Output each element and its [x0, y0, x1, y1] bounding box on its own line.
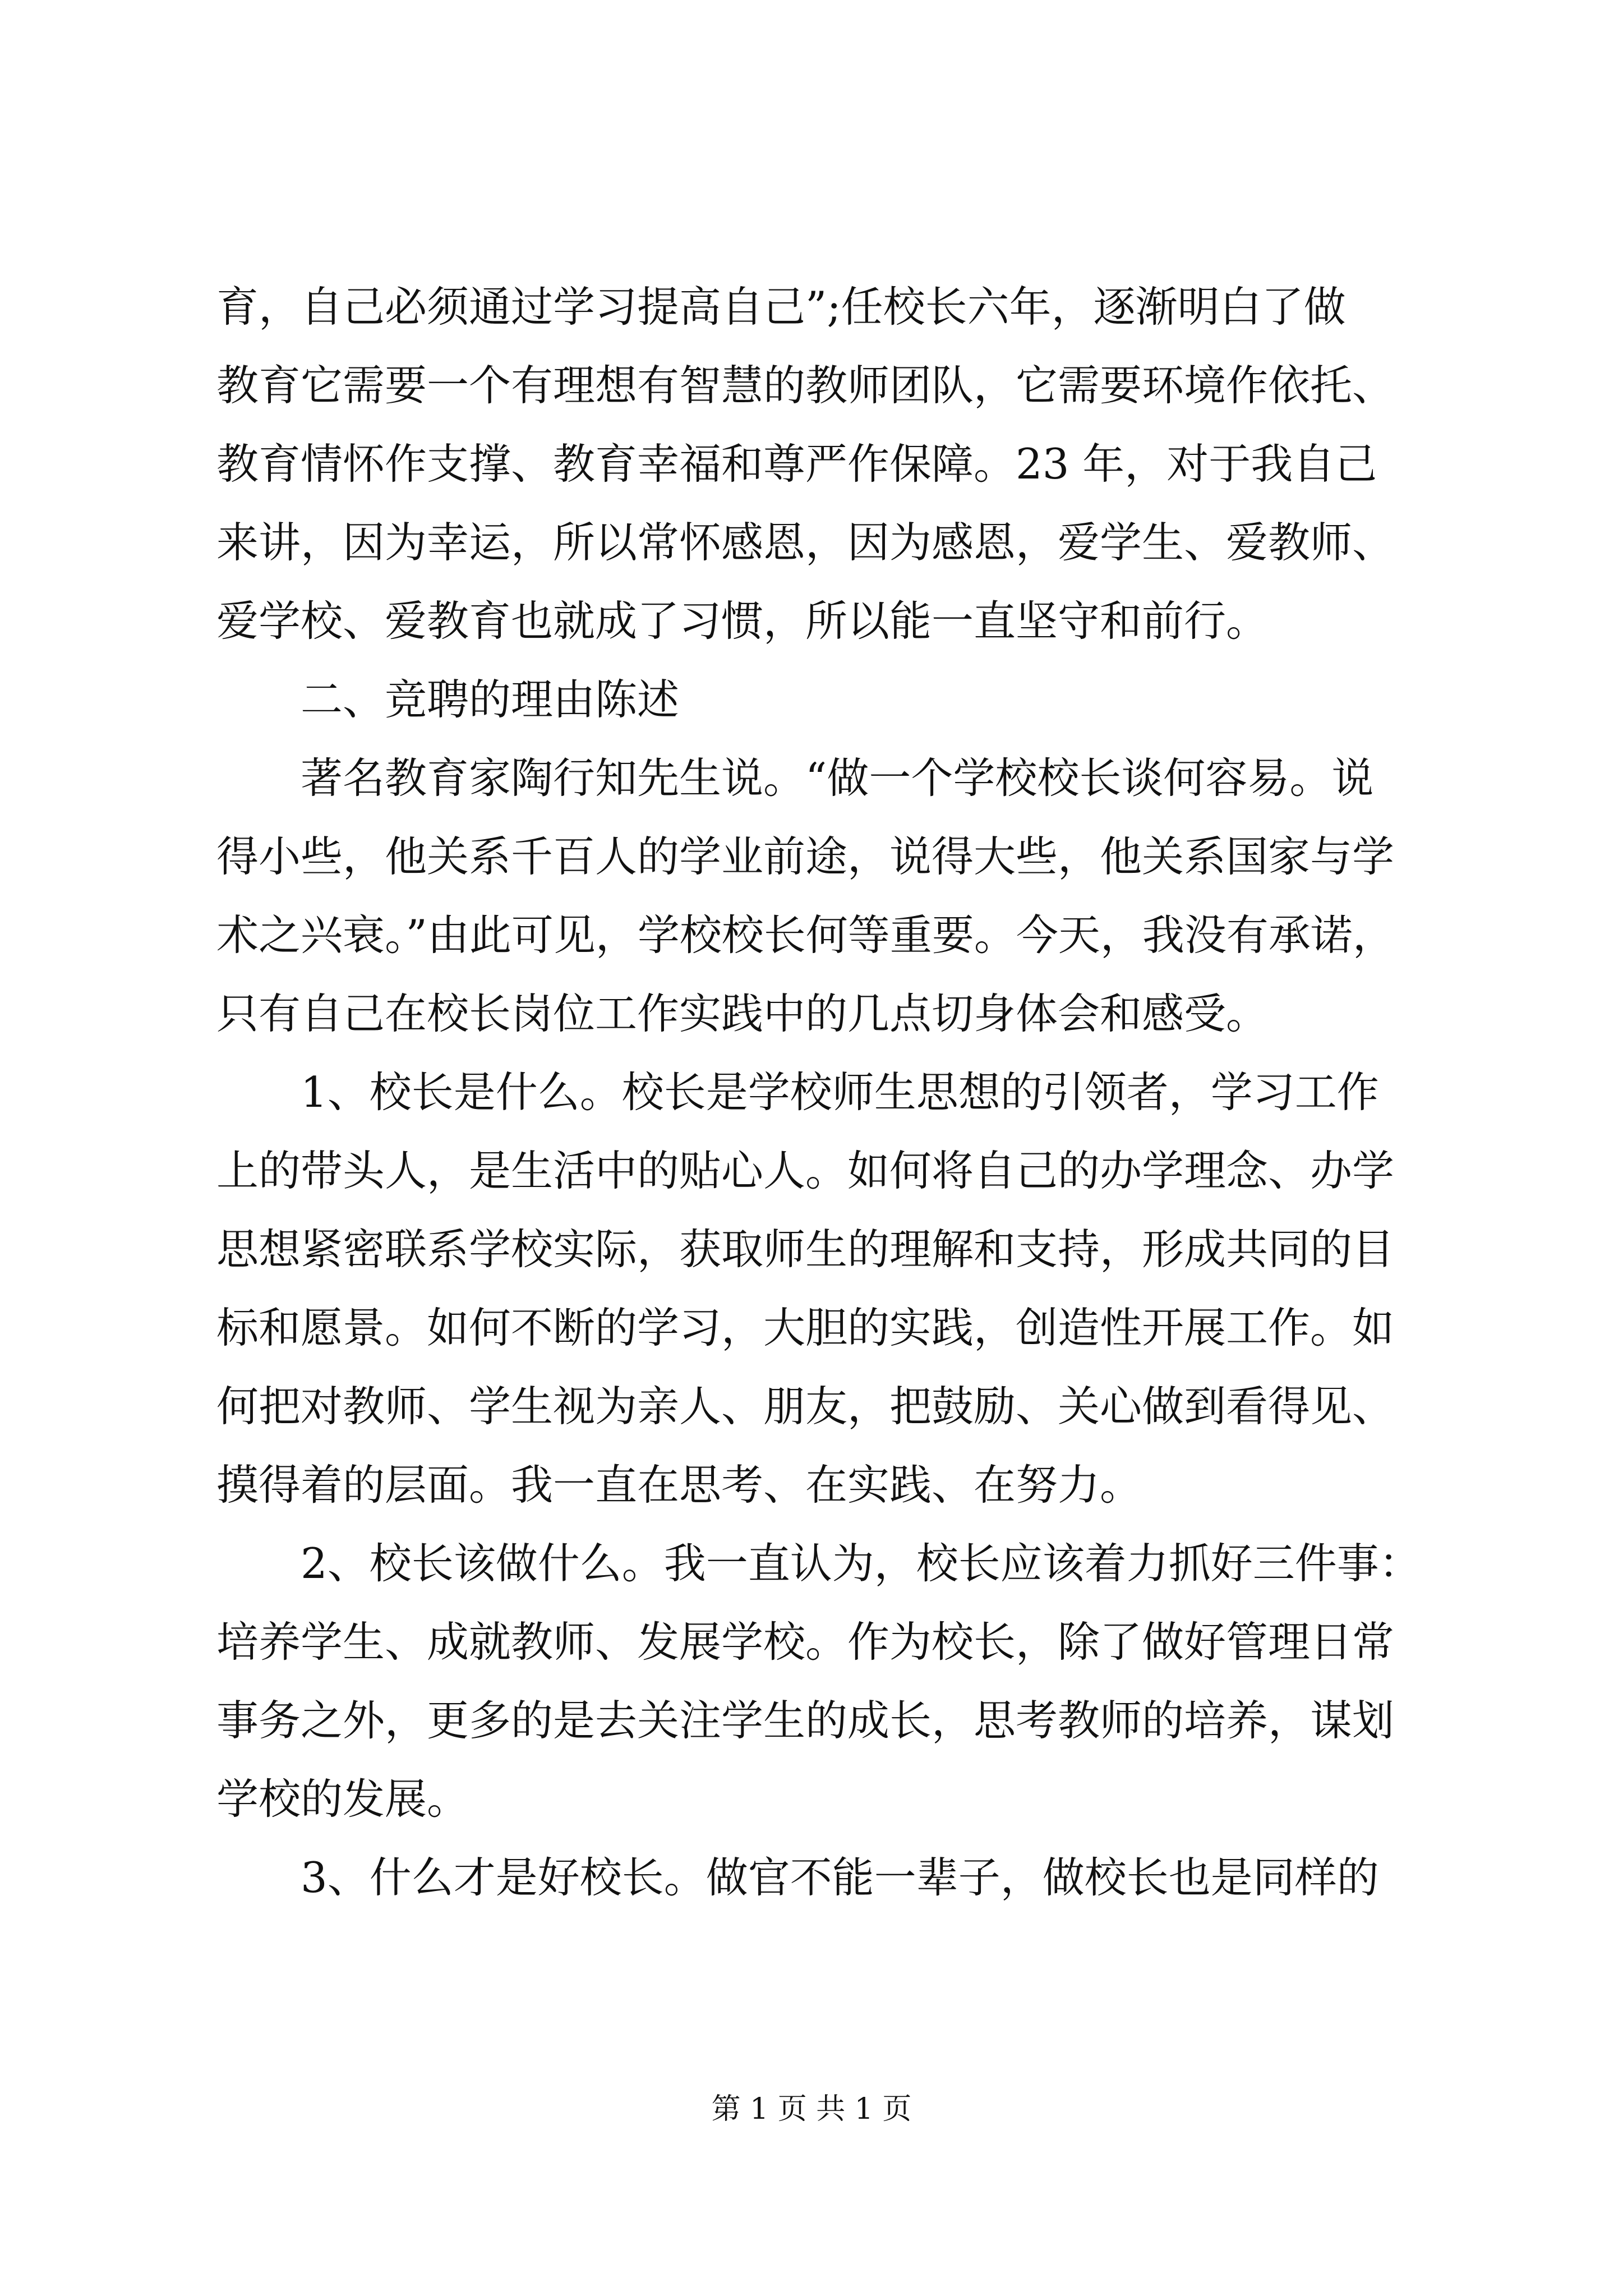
text-line: 学校的发展。	[216, 1774, 469, 1824]
text-line: 3、什么才是好校长。做官不能一辈子，做校长也是同样的	[301, 1853, 1379, 1902]
text-line: 事务之外，更多的是去关注学生的成长，思考教师的培养，谋划	[216, 1696, 1395, 1745]
text-line: 爱学校、爱教育也就成了习惯，所以能一直坚守和前行。	[216, 596, 1269, 646]
section-heading: 二、竞聘的理由陈述	[301, 675, 680, 724]
text-line: 术之兴衰。”由此可见，学校校长何等重要。今天，我没有承诺，	[216, 910, 1395, 960]
text-line: 2、校长该做什么。我一直认为，校长应该着力抓好三件事：	[301, 1539, 1421, 1588]
text-line: 1、校长是什么。校长是学校师生思想的引领者，学习工作	[301, 1068, 1379, 1117]
text-line: 教育情怀作支撑、教育幸福和尊严作保障。23 年，对于我自己	[216, 439, 1377, 489]
text-line: 何把对教师、学生视为亲人、朋友，把鼓励、关心做到看得见、	[216, 1382, 1395, 1431]
text-line: 上的带头人，是生活中的贴心人。如何将自己的办学理念、办学	[216, 1146, 1395, 1195]
text-line: 标和愿景。如何不断的学习，大胆的实践，创造性开展工作。如	[216, 1303, 1395, 1352]
text-line: 来讲，因为幸运，所以常怀感恩，因为感恩，爱学生、爱教师、	[216, 518, 1395, 567]
text-line: 培养学生、成就教师、发展学校。作为校长，除了做好管理日常	[216, 1617, 1395, 1667]
text-line: 只有自己在校长岗位工作实践中的几点切身体会和感受。	[216, 989, 1269, 1038]
text-line: 摸得着的层面。我一直在思考、在实践、在努力。	[216, 1460, 1142, 1510]
text-line: 育，自己必须通过学习提高自己”;任校长六年，逐渐明白了做	[216, 282, 1346, 332]
page-footer: 第 1 页 共 1 页	[711, 2092, 912, 2126]
text-line: 思想紧密联系学校实际，获取师生的理解和支持，形成共同的目	[216, 1225, 1395, 1274]
text-line: 教育它需要一个有理想有智慧的教师团队，它需要环境作依托、	[216, 361, 1395, 410]
text-line: 得小些，他关系千百人的学业前途，说得大些，他关系国家与学	[216, 832, 1395, 881]
text-line: 著名教育家陶行知先生说。“做一个学校校长谈何容易。说	[301, 753, 1374, 803]
